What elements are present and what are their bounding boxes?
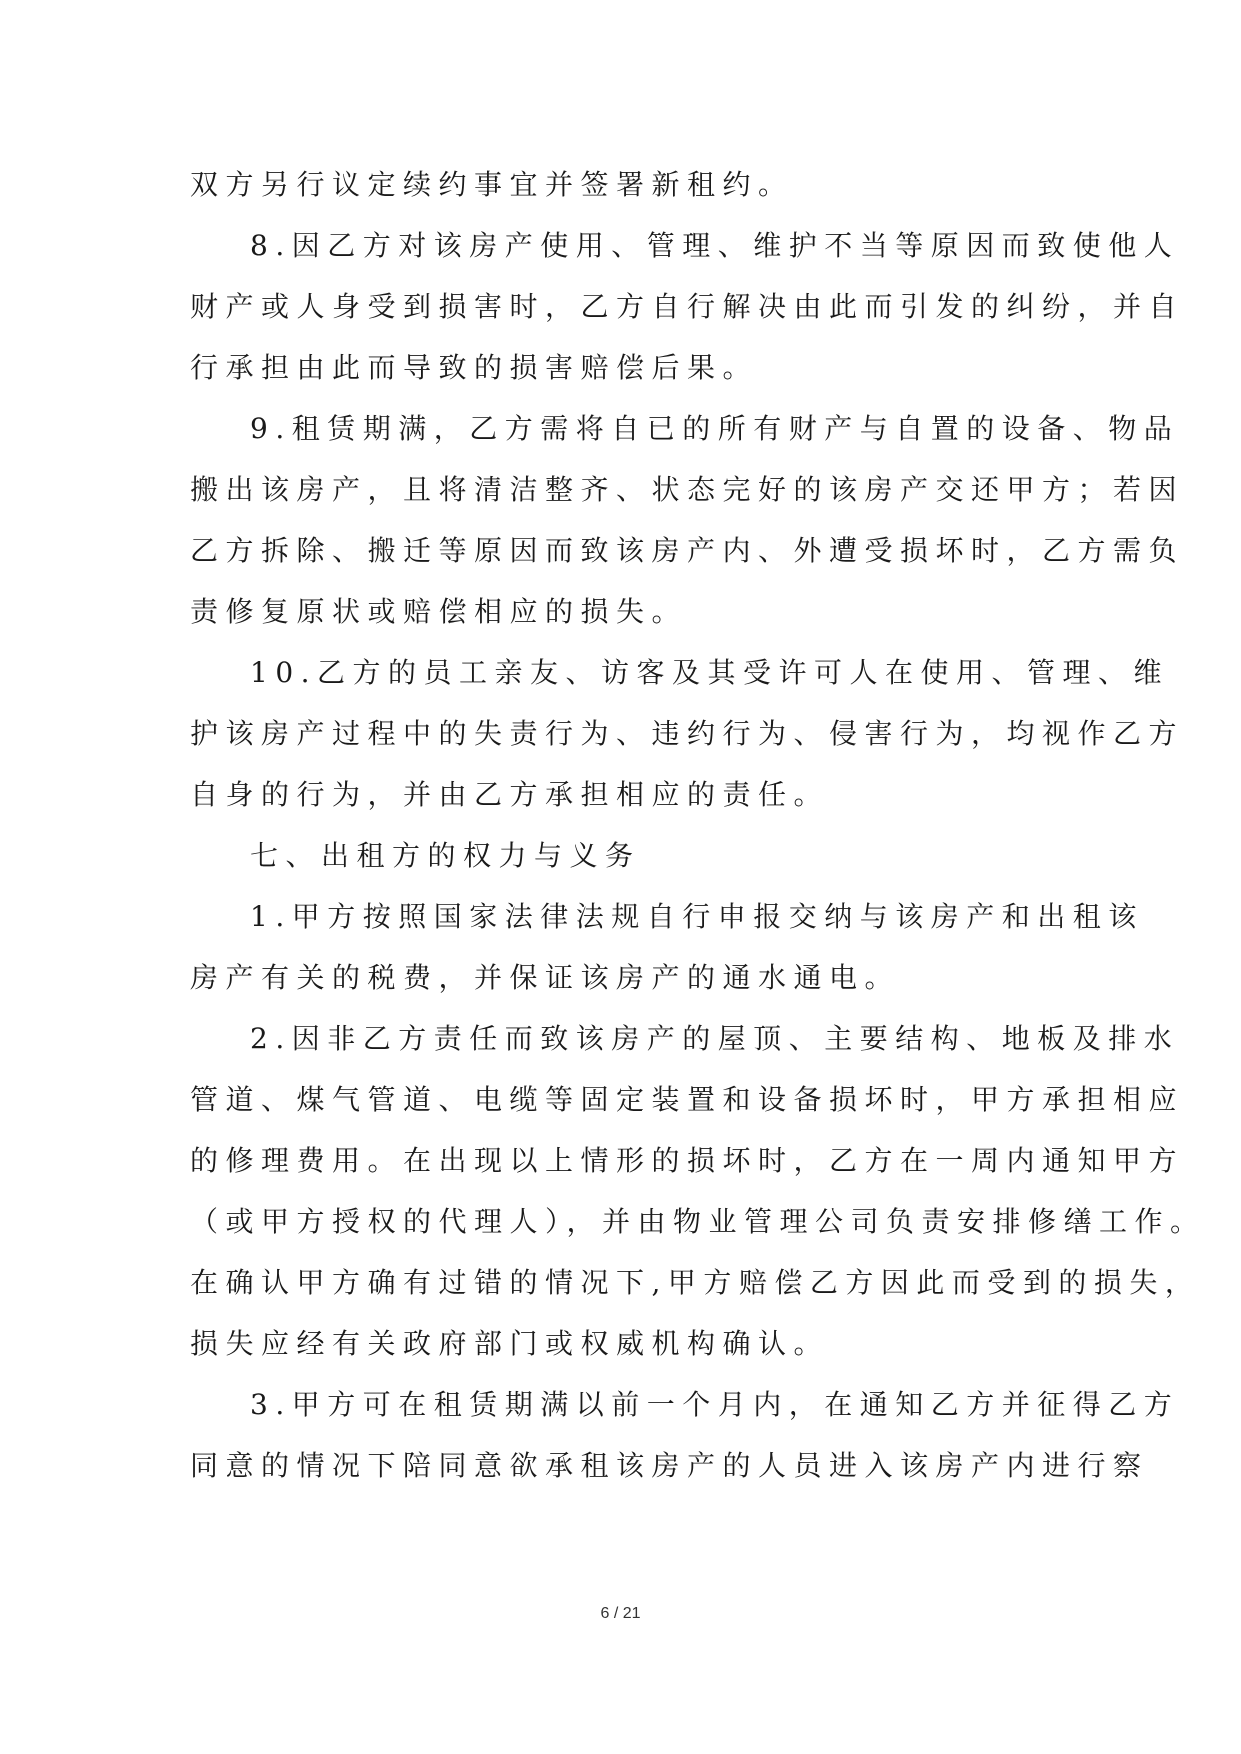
text-line: 3.甲方可在租赁期满以前一个月内，在通知乙方并征得乙方 — [250, 1388, 1180, 1421]
text-line: 管道、煤气管道、电缆等固定装置和设备损坏时，甲方承担相应 — [190, 1083, 1185, 1116]
text-line: 自身的行为，并由乙方承担相应的责任。 — [190, 778, 830, 811]
text-line: 财产或人身受到损害时，乙方自行解决由此而引发的纠纷，并自 — [190, 290, 1185, 323]
text-line: 2.因非乙方责任而致该房产的屋顶、主要结构、地板及排水 — [250, 1022, 1180, 1055]
text-line: 10.乙方的员工亲友、访客及其受许可人在使用、管理、维 — [250, 656, 1170, 689]
text-line: 在确认甲方确有过错的情况下,甲方赔偿乙方因此而受到的损失， — [190, 1266, 1201, 1299]
text-line: 搬出该房产，且将清洁整齐、状态完好的该房产交还甲方；若因 — [190, 473, 1185, 506]
text-line: （或甲方授权的代理人），并由物业管理公司负责安排修缮工作。 — [190, 1205, 1206, 1238]
text-line: 行承担由此而导致的损害赔偿后果。 — [190, 351, 759, 384]
text-line: 房产有关的税费，并保证该房产的通水通电。 — [190, 961, 901, 994]
text-line: 损失应经有关政府部门或权威机构确认。 — [190, 1327, 830, 1360]
text-line: 1.甲方按照国家法律法规自行申报交纳与该房产和出租该 — [250, 900, 1144, 933]
text-line: 的修理费用。在出现以上情形的损坏时，乙方在一周内通知甲方 — [190, 1144, 1185, 1177]
text-line: 责修复原状或赔偿相应的损失。 — [190, 595, 688, 628]
text-line: 8.因乙方对该房产使用、管理、维护不当等原因而致使他人 — [250, 229, 1180, 262]
text-line: 双方另行议定续约事宜并签署新租约。 — [190, 168, 794, 201]
page-number: 6 / 21 — [600, 1605, 641, 1622]
text-line: 护该房产过程中的失责行为、违约行为、侵害行为，均视作乙方 — [190, 717, 1185, 750]
text-line: 同意的情况下陪同意欲承租该房产的人员进入该房产内进行察 — [190, 1449, 1149, 1482]
document-body — [190, 154, 1206, 1496]
text-line: 乙方拆除、搬迁等原因而致该房产内、外遭受损坏时，乙方需负 — [190, 534, 1185, 567]
text-line: 9.租赁期满，乙方需将自已的所有财产与自置的设备、物品 — [250, 412, 1180, 445]
section-heading: 七、出租方的权力与义务 — [250, 839, 641, 872]
